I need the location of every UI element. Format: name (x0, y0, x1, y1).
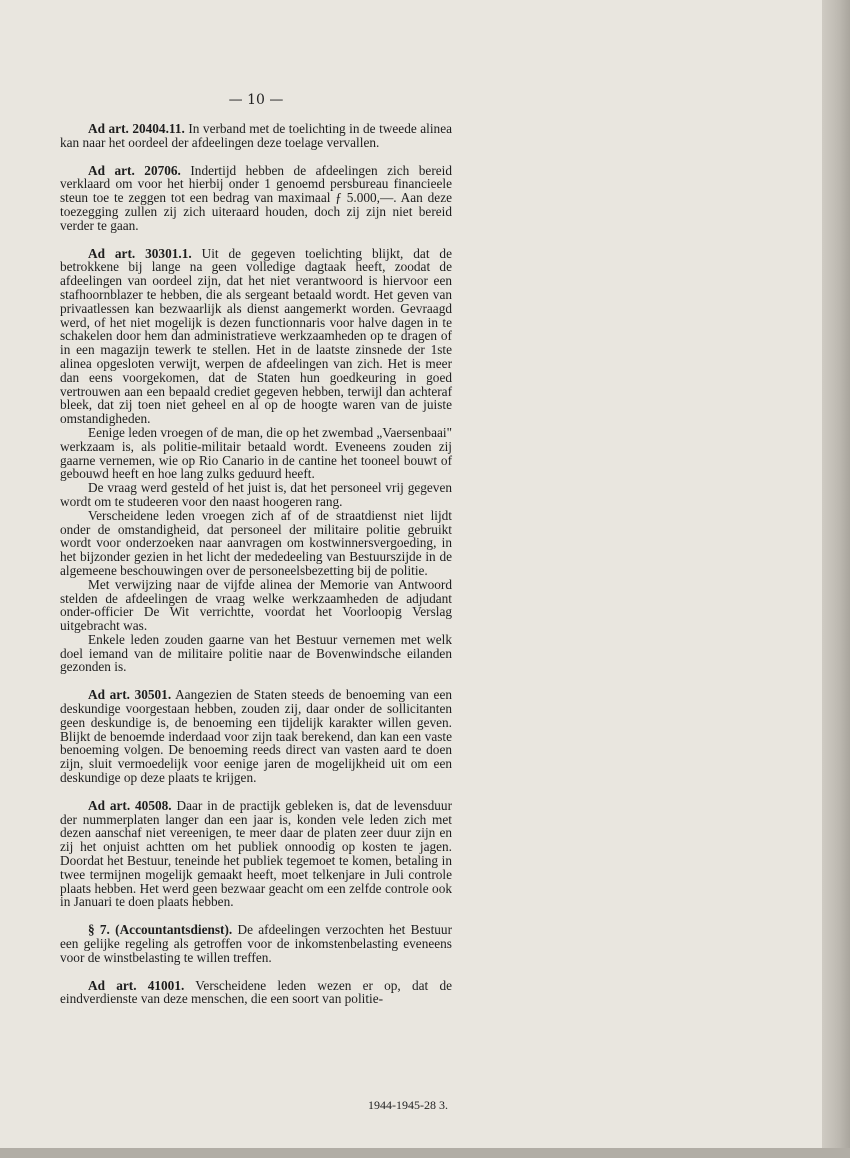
paragraph: De vraag werd gesteld of het juist is, dat het personeel vrij gegeven wordt om te studeeren voor den naast hoogeren rang. (60, 480, 452, 509)
article-reference: Ad art. 41001. (88, 977, 185, 993)
section-41001 (60, 979, 452, 1007)
paragraph: Eenige leden vroegen of de man, die op het zwembad „Vaersenbaai" werkzaam is, als politie-militair betaald wordt. Eveneens zouden zij gaarne vernemen, wie op Rio Canario in de cantine het tooneel bouwt of gebouwd heeft en hoe lang zulks geduurd heeft. (60, 424, 452, 482)
paragraph-text: Uit de gegeven toelichting blijkt, dat de betrokkene bij lange na geen volledige dagtaak heeft, zoodat de afdeelingen van oordeel zijn, dat het niet verantwoord is hiervoor een stafhoornblazer te hebben, die als sergeant betaald wordt. Het geven van privaatlessen kan bezwaarlijk als dienst aangemerkt worden. Gevraagd werd, of het niet mogelijk is dezen functionnaris voor halve dagen in te schakelen door hem dan administratieve werkzaamheden op te dragen of in een magazijn tewerk te stellen. Het in de laatste zinsnede der 1ste alinea opgesloten verwijt, werpen de afdeelingen van zich. Het is meer dan eens voorgekomen, dat de Staten hun goedkeuring in goed vertrouwen aan een bepaald crediet gegeven hebben, terwijl dan achteraf bleek, dat zij toen niet geheel en al op de hoogte waren van de juiste omstandigheden. (60, 245, 452, 427)
section-30501 (60, 688, 452, 785)
footer-reference: 1944-1945-28 3. (368, 1098, 448, 1112)
page-number: — 10 — (228, 92, 284, 108)
section-accountantsdienst (60, 923, 452, 964)
article-reference: Ad art. 30301.1. (88, 245, 192, 261)
paragraph-text: Aangezien de Staten steeds de benoeming van een deskundige voorgestaan hebben, zouden zij, daar onder de sollicitanten geen deskundige is, de benoeming een tijdelijk karakter willen geven. Blijkt de benoemde inderdaad voor zijn taak berekend, dan kan een vaste benoeming volgen. De benoeming reeds direct van vasten aard te doen zijn, sluit vermoedelijk voor eenige jaren de mogelijkheid uit om een deskundige op deze plaats te krijgen. (60, 687, 453, 786)
paragraph (60, 247, 452, 426)
paragraph (60, 979, 452, 1007)
article-reference: Ad art. 20706. (88, 162, 181, 178)
body-text (60, 122, 452, 1006)
article-reference: Ad art. 40508. (88, 797, 172, 813)
paragraph (60, 799, 452, 909)
paragraph (60, 122, 452, 150)
paragraph (60, 923, 452, 964)
paragraph-text: In verband met de toelichting in de tweede alinea kan naar het oordeel der afdeelingen deze toelage vervallen. (60, 121, 453, 150)
paragraph: Verscheidene leden vroegen zich af of de straatdienst niet lijdt onder de omstandigheid, dat personeel der militaire politie gebruikt wordt voor onderzoeken naar aanvragen om kostwinnersvergoeding, in het bijzonder gezien in het licht der mededeeling van Bestuurszijde in de algemeene beschouwingen over de personeelsbezetting bij de politie. (60, 507, 452, 578)
page-edge-right (822, 0, 850, 1158)
paragraph-text: De afdeelingen verzochten het Bestuur een gelijke regeling als getroffen voor de inkomstenbelasting eveneens voor de winstbelasting te willen treffen. (60, 922, 452, 965)
paragraph: Enkele leden zouden gaarne van het Bestuur vernemen met welk doel iemand van de militaire politie naar de Bovenwindsche eilanden gezonden is. (60, 631, 452, 675)
section-20404-11 (60, 122, 452, 150)
paragraph-text: Verscheidene leden wezen er op, dat de eindverdienste van deze menschen, die een soort van politie- (60, 977, 452, 1007)
article-reference: Ad art. 30501. (88, 687, 172, 703)
article-reference: Ad art. 20404.11. (88, 121, 185, 136)
section-30301-1 (60, 247, 452, 675)
page-edge-bottom (0, 1148, 850, 1158)
paragraph-text: Indertijd hebben de afdeelingen zich bereid verklaard om voor het hierbij onder 1 genoemd persbureau financieele steun toe te zeggen tot een bedrag van maximaal ƒ 5.000,—. Aan deze toezegging zullen zij zich uiteraard houden, doch zij zijn niet bereid verder te gaan. (60, 162, 452, 233)
paragraph: Met verwijzing naar de vijfde alinea der Memorie van Antwoord stelden de afdeelingen de vraag welke werkzaamheden de adjudant onder-officier De Wit verrichtte, voordat het Voorloopig Verslag uitgebracht was. (60, 576, 452, 634)
article-reference: § 7. (Accountantsdienst). (88, 922, 233, 938)
paragraph (60, 164, 452, 233)
section-40508 (60, 799, 452, 909)
paragraph-text: Daar in de practijk gebleken is, dat de levensduur der nummerplaten langer dan een jaar is, konden vele leden zich met dezen aanschaf niet vereenigen, te meer daar de platen zeer duur zijn en zij het onjuist achtten om het publiek onnoodig op kosten te jagen. Doordat het Bestuur, teneinde het publiek tegemoet te komen, betaling in twee termijnen mogelijk gemaakt heeft, moet telkenjare in Juli controle plaats hebben. Het werd geen bezwaar geacht om een zelfde controle ook in Januari te doen plaats hebben. (60, 797, 453, 910)
paragraph (60, 688, 452, 785)
section-20706 (60, 164, 452, 233)
